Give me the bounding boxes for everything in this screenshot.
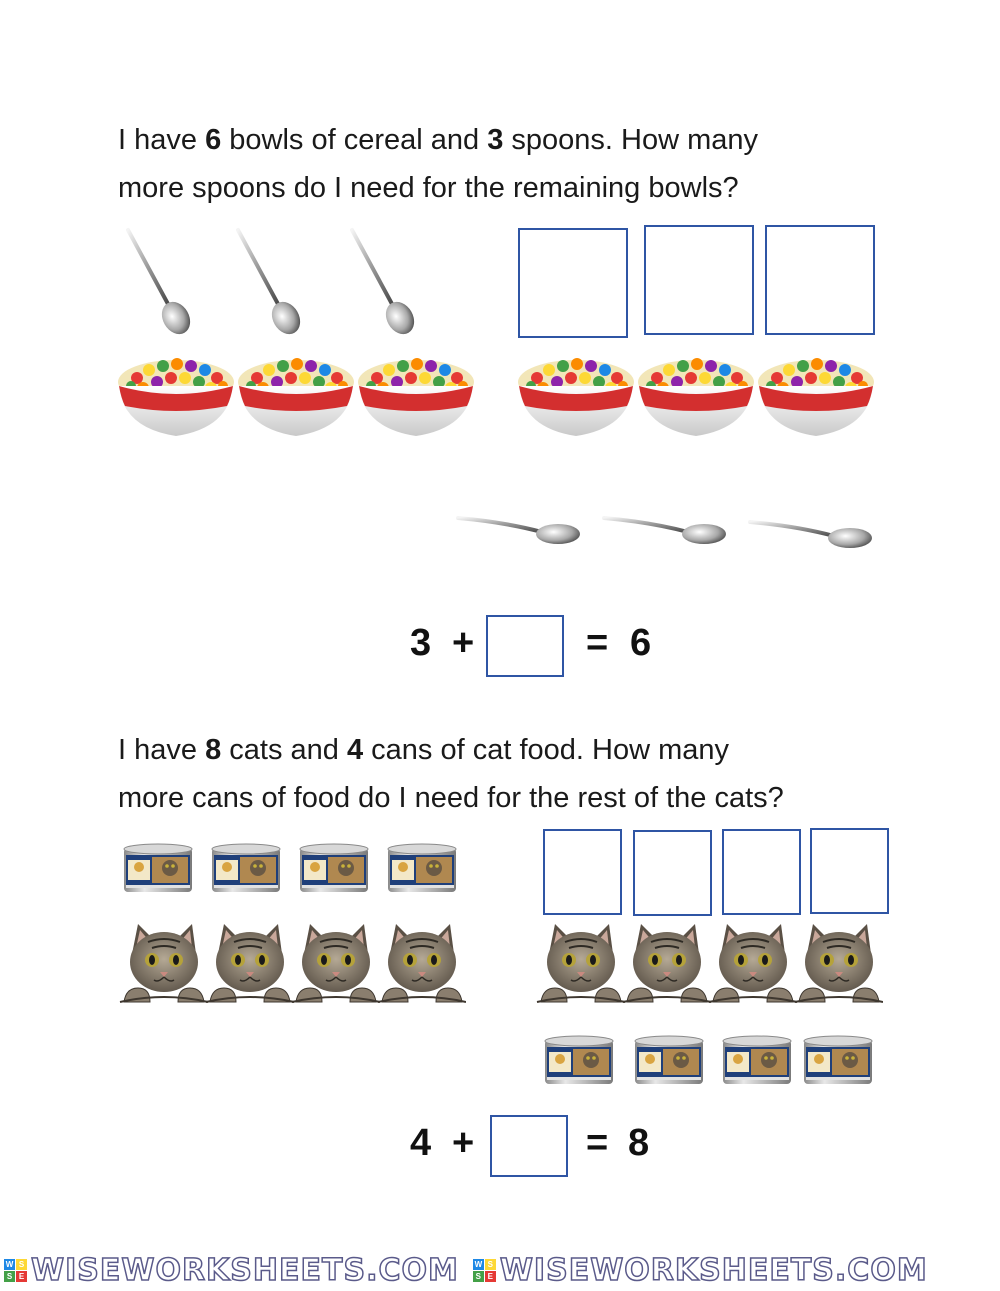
spoons-count: 3 [487,124,504,156]
draggable-spoon-3[interactable] [746,514,876,564]
problem-2-text [118,726,918,822]
cat-food-can-icon [300,844,368,892]
bowls-right-group [517,356,879,442]
cat-icon [537,924,625,1002]
cat-icon [206,924,294,1002]
cereal-bowl-icon [758,358,874,436]
cans-count: 4 [346,734,364,766]
cat-icon [623,924,711,1002]
cereal-bowl-icon [638,358,754,436]
equation-1-answer-input[interactable] [486,615,564,677]
cat-food-can-icon [723,1036,791,1084]
draggable-can-2[interactable] [633,1034,707,1090]
draggable-can-3[interactable] [721,1034,795,1090]
cat-food-can-icon [545,1036,613,1084]
spoon-icon [238,230,306,338]
brand-name: WISEWORKSHEETS.COM [31,1253,459,1288]
can-drop-box-2[interactable] [633,830,712,916]
problem-1-line-1: I have 6 bowls of cereal and 3 spoons. How many [118,124,758,156]
equation-1-plus: + [452,622,475,664]
bowls-left-group [117,356,479,442]
cat-icon [120,924,208,1002]
problem-1-text [118,116,918,212]
cereal-bowl-icon [118,358,234,436]
can-drop-box-3[interactable] [722,829,801,915]
cats-right-group [535,920,883,1010]
cat-icon [378,924,466,1002]
equation-1-equals: = [586,622,609,664]
cat-food-can-icon [635,1036,703,1084]
equation-2-result: 8 [628,1122,650,1164]
problem-1-line-2: more spoons do I need for the remaining bowls? [118,172,739,204]
cat-food-can-icon [804,1036,872,1084]
draggable-spoon-2[interactable] [600,510,730,560]
cat-food-can-icon [124,844,192,892]
spoons-given-group [122,226,482,338]
spoon-icon [750,522,872,548]
can-drop-box-1[interactable] [543,829,622,915]
cereal-bowl-icon [358,358,474,436]
problem-2-line-1: I have 8 cats and 4 cans of cat food. How many [118,734,729,766]
spoon-icon [604,518,726,544]
can-drop-box-4[interactable] [810,828,889,914]
spoon-icon [352,230,420,338]
brand-logo-blocks: W S S E [473,1259,496,1282]
equation-2-plus: + [452,1122,475,1164]
footer-watermark [0,1250,1000,1291]
brand-logo-blocks: W S S E [4,1259,27,1282]
draggable-can-4[interactable] [802,1034,876,1090]
cats-count: 8 [205,734,222,766]
cat-icon [292,924,380,1002]
cereal-bowl-icon [238,358,354,436]
spoon-drop-box-2[interactable] [644,225,754,335]
cats-left-group [118,920,466,1010]
problem-2-line-2: more cans of food do I need for the rest of the cats? [118,782,784,814]
cat-icon [795,924,883,1002]
spoon-icon [128,230,196,338]
spoon-icon [458,518,580,544]
cat-icon [709,924,797,1002]
equation-1-addend: 3 [410,622,432,664]
spoon-drop-box-1[interactable] [518,228,628,338]
cat-food-can-icon [212,844,280,892]
draggable-can-1[interactable] [543,1034,617,1090]
bowls-count: 6 [205,124,222,156]
brand-logo [473,1253,928,1288]
equation-2-answer-input[interactable] [490,1115,568,1177]
cat-food-can-icon [388,844,456,892]
cereal-bowl-icon [518,358,634,436]
brand-name: WISEWORKSHEETS.COM [499,1253,928,1288]
draggable-spoon-1[interactable] [454,510,584,560]
equation-1-result: 6 [630,622,652,664]
spoon-drop-box-3[interactable] [765,225,875,335]
cans-given-group [122,842,472,898]
brand-logo [4,1253,459,1288]
equation-2-equals: = [586,1122,609,1164]
equation-2-addend: 4 [410,1122,432,1164]
